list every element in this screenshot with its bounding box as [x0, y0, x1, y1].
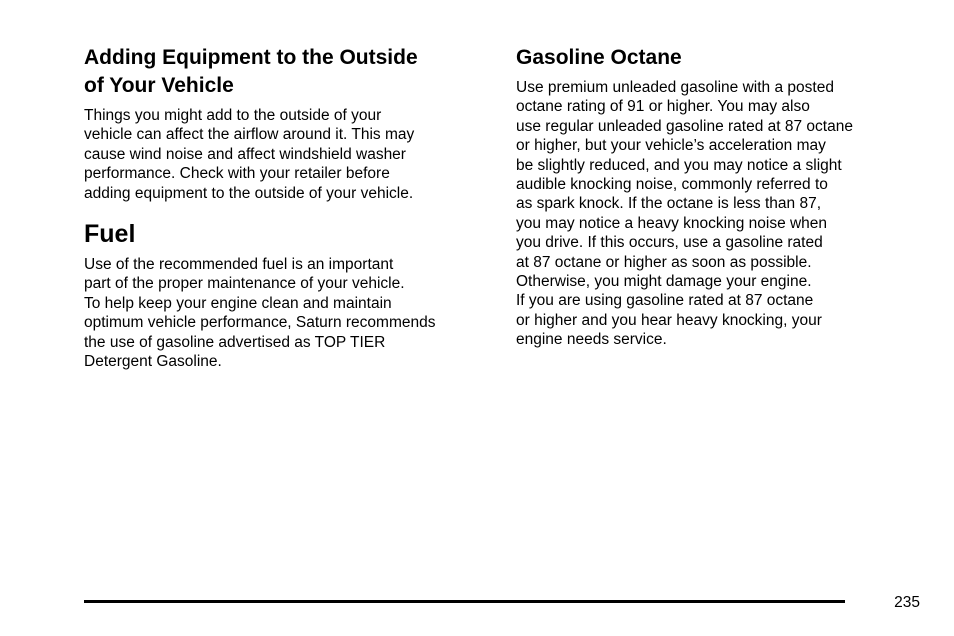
paragraph-line: engine needs service. [516, 331, 667, 349]
paragraph-line: optimum vehicle performance, Saturn recommends [84, 314, 436, 332]
left-column [84, 44, 494, 371]
heading-line: of Your Vehicle [84, 74, 234, 97]
paragraph-line: part of the proper maintenance of your vehicle. [84, 275, 405, 293]
paragraph-line: as spark knock. If the octane is less than 87, [516, 195, 821, 213]
heading-adding-equipment [84, 44, 494, 100]
paragraph-line: audible knocking noise, commonly referred to [516, 176, 828, 194]
paragraph-line: Things you might add to the outside of your [84, 107, 382, 124]
section-gasoline-octane [516, 44, 916, 350]
paragraph-line: Otherwise, you might damage your engine. [516, 273, 812, 291]
paragraph-line: Use premium unleaded gasoline with a posted [516, 79, 834, 96]
paragraph-line: If you are using gasoline rated at 87 octane [516, 292, 814, 310]
paragraph-line: or higher and you hear heavy knocking, your [516, 311, 822, 329]
paragraph-line: at 87 octane or higher as soon as possible. [516, 253, 812, 271]
paragraph-line: adding equipment to the outside of your vehicle. [84, 184, 414, 202]
paragraph-adding-equipment [84, 106, 494, 203]
right-column [516, 44, 916, 350]
paragraph-line: you may notice a heavy knocking noise when [516, 214, 828, 232]
paragraph-line: Use of the recommended fuel is an important [84, 256, 394, 274]
heading-line: Adding Equipment to the Outside [84, 46, 418, 69]
paragraph-line: To help keep your engine clean and maintain [84, 294, 392, 312]
section-adding-equipment [84, 44, 494, 203]
paragraph-line: the use of gasoline advertised as TOP TIER [84, 333, 386, 351]
section-fuel [84, 219, 494, 371]
paragraph-line: performance. Check with your retailer before [84, 165, 390, 183]
paragraph-line: you drive. If this occurs, use a gasoline rated [516, 234, 823, 252]
paragraph-line: be slightly reduced, and you may notice a slight [516, 156, 842, 174]
heading-gasoline-octane: Gasoline Octane [516, 46, 682, 69]
paragraph-line: Detergent Gasoline. [84, 353, 222, 371]
heading-fuel: Fuel [84, 220, 136, 249]
paragraph-fuel [84, 255, 494, 371]
paragraph-gasoline-octane [516, 78, 916, 350]
paragraph-line: cause wind noise and affect windshield washer [84, 145, 406, 163]
paragraph-line: or higher, but your vehicle’s acceleration may [516, 137, 826, 155]
footer-rule [84, 600, 845, 603]
paragraph-line: vehicle can affect the airflow around it. This may [84, 126, 415, 144]
paragraph-line: use regular unleaded gasoline rated at 87 octane [516, 117, 853, 135]
paragraph-line: octane rating of 91 or higher. You may also [516, 98, 810, 116]
page-number: 235 [894, 594, 920, 611]
